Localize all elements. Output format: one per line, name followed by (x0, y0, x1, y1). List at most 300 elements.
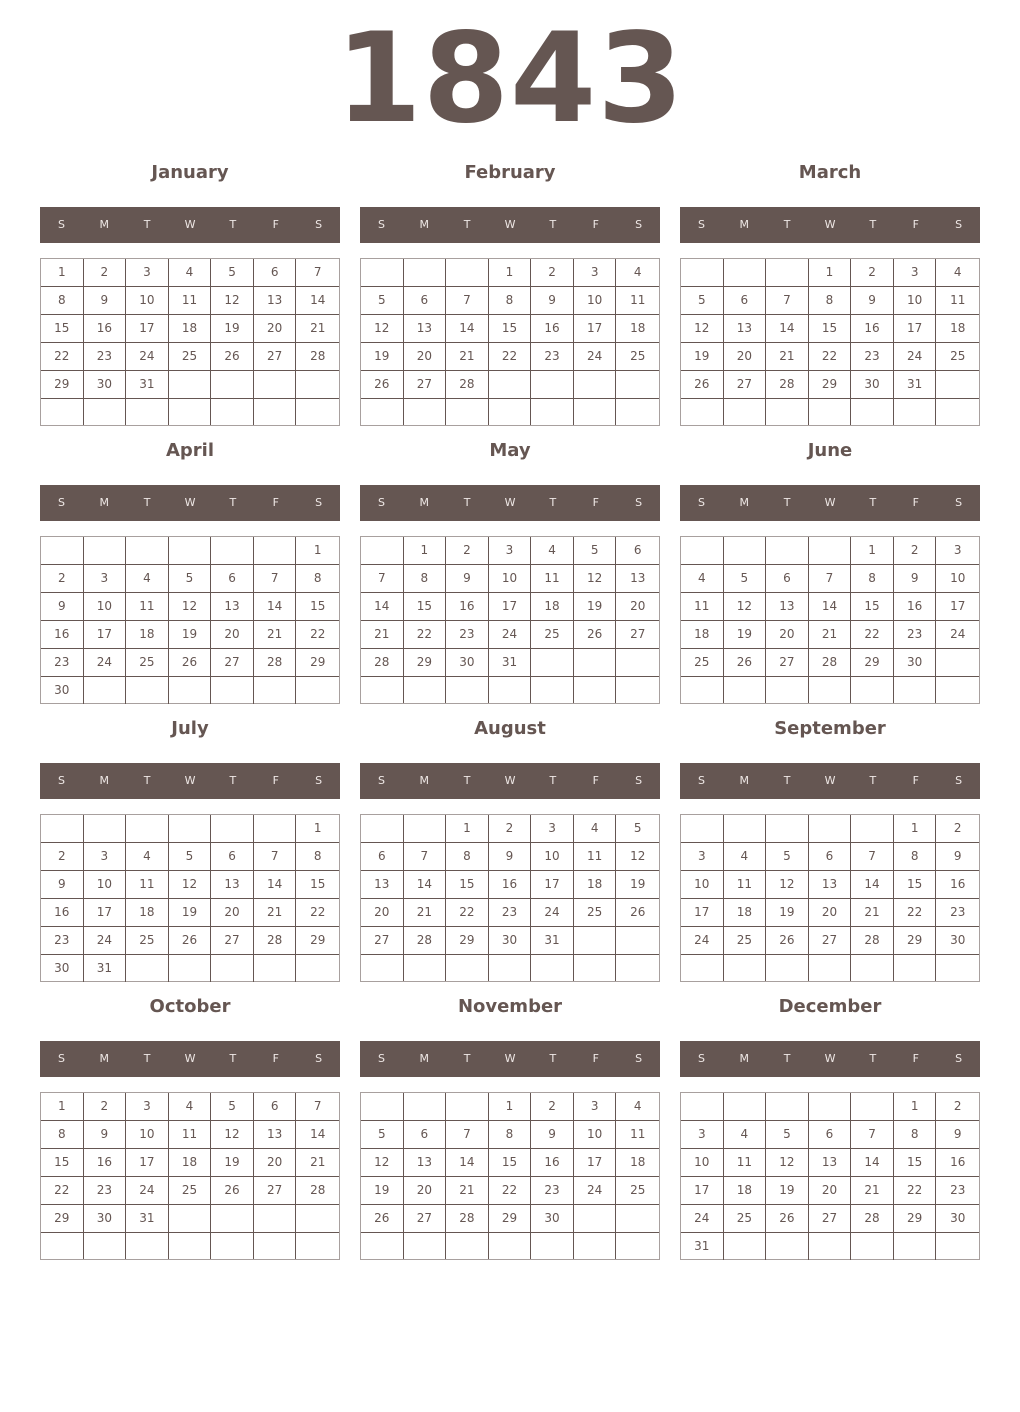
day-cell: 3 (84, 843, 127, 871)
day-cell (211, 1233, 254, 1259)
day-cell (809, 1093, 852, 1121)
day-cell (296, 371, 339, 399)
day-cell (936, 677, 979, 703)
weekday-label: F (272, 218, 279, 231)
day-cell: 23 (41, 927, 84, 955)
month-june (680, 440, 980, 710)
day-cell (724, 1093, 767, 1121)
weekday-header-bar (680, 485, 980, 521)
day-cell: 14 (404, 871, 447, 899)
day-cell: 16 (41, 899, 84, 927)
day-cell: 18 (936, 315, 979, 343)
day-cell (851, 815, 894, 843)
day-cell: 11 (681, 593, 724, 621)
weekday-header-bar (680, 1041, 980, 1077)
day-cell: 21 (851, 899, 894, 927)
day-cell: 30 (489, 927, 532, 955)
day-cell: 3 (126, 259, 169, 287)
day-cell: 21 (809, 621, 852, 649)
day-cell: 7 (851, 843, 894, 871)
day-cell: 10 (84, 593, 127, 621)
day-cell: 7 (254, 843, 297, 871)
day-cell: 15 (404, 593, 447, 621)
day-cell: 4 (574, 815, 617, 843)
day-cell: 14 (296, 1121, 339, 1149)
day-cell: 27 (361, 927, 404, 955)
day-cell (531, 649, 574, 677)
weekday-label: W (504, 774, 516, 787)
month-september (680, 718, 980, 988)
day-cell: 1 (489, 1093, 532, 1121)
weekday-label: F (272, 774, 279, 787)
day-cell: 1 (404, 537, 447, 565)
day-cell: 4 (126, 565, 169, 593)
day-cell (724, 955, 767, 981)
weekday-label: F (912, 496, 919, 509)
day-cell: 27 (254, 343, 297, 371)
weekday-label: S (377, 774, 385, 787)
day-cell: 20 (809, 1177, 852, 1205)
weekday-label: W (184, 496, 196, 509)
weekday-label: M (739, 496, 750, 509)
day-cell (851, 1233, 894, 1260)
day-cell: 1 (41, 1093, 84, 1121)
day-cell: 19 (574, 593, 617, 621)
day-cell: 4 (169, 259, 212, 287)
day-cell: 20 (724, 343, 767, 371)
day-cell (254, 1205, 297, 1233)
day-cell: 25 (574, 899, 617, 927)
day-cell: 26 (361, 371, 404, 399)
weekday-label: T (143, 1052, 151, 1065)
day-cell: 28 (296, 1177, 339, 1205)
day-cell: 22 (809, 343, 852, 371)
day-cell (809, 1233, 852, 1260)
day-cell: 21 (361, 621, 404, 649)
day-cell: 16 (531, 315, 574, 343)
day-cell (531, 955, 574, 981)
day-cell: 12 (681, 315, 724, 343)
day-cell: 1 (894, 1093, 937, 1121)
day-cell (809, 955, 852, 981)
day-cell: 5 (169, 843, 212, 871)
day-cell: 11 (169, 287, 212, 315)
day-cell (361, 677, 404, 703)
weekday-label: W (824, 1052, 836, 1065)
day-cell: 5 (616, 815, 659, 843)
day-cell: 9 (851, 287, 894, 315)
day-cell: 1 (446, 815, 489, 843)
day-cell: 19 (169, 621, 212, 649)
weekday-label: F (912, 218, 919, 231)
day-cell: 10 (681, 1149, 724, 1177)
day-cell (574, 399, 617, 425)
day-cell (809, 537, 852, 565)
day-cell (616, 399, 659, 425)
day-cell: 30 (84, 371, 127, 399)
day-cell: 30 (41, 955, 84, 982)
day-cell: 24 (574, 343, 617, 371)
day-cell: 29 (894, 927, 937, 955)
day-cell: 8 (489, 1121, 532, 1149)
day-cell: 11 (616, 1121, 659, 1149)
day-cell: 10 (574, 1121, 617, 1149)
day-cell: 6 (211, 843, 254, 871)
day-cell (489, 371, 532, 399)
day-cell: 16 (531, 1149, 574, 1177)
day-cell: 2 (489, 815, 532, 843)
day-cell (169, 677, 212, 704)
day-cell (361, 955, 404, 981)
day-cell: 23 (41, 649, 84, 677)
weekday-label: S (57, 774, 65, 787)
day-cell: 23 (936, 899, 979, 927)
day-cell (574, 677, 617, 703)
day-cell: 10 (574, 287, 617, 315)
day-cell (574, 955, 617, 981)
day-cell: 7 (296, 259, 339, 287)
day-cell: 9 (531, 287, 574, 315)
day-cell (361, 537, 404, 565)
day-cell: 12 (616, 843, 659, 871)
day-cell: 2 (531, 1093, 574, 1121)
day-cell: 3 (84, 565, 127, 593)
day-cell (404, 1233, 447, 1259)
month-november (360, 996, 660, 1266)
day-cell: 22 (41, 1177, 84, 1205)
day-cell: 28 (404, 927, 447, 955)
day-cell: 15 (446, 871, 489, 899)
day-cell: 12 (574, 565, 617, 593)
day-cell: 29 (41, 371, 84, 399)
day-cell (84, 537, 127, 565)
weekday-label: S (635, 218, 643, 231)
day-cell (254, 815, 297, 843)
day-cell: 19 (724, 621, 767, 649)
day-cell: 11 (126, 871, 169, 899)
day-cell: 4 (724, 1121, 767, 1149)
weekday-label: T (229, 218, 237, 231)
day-cell (211, 1205, 254, 1233)
day-cell (404, 815, 447, 843)
day-cell (211, 677, 254, 704)
day-cell: 4 (936, 259, 979, 287)
weekday-label: T (463, 496, 471, 509)
day-cell (936, 649, 979, 677)
day-cell: 8 (41, 1121, 84, 1149)
day-cell: 13 (211, 871, 254, 899)
day-cell: 18 (126, 621, 169, 649)
day-cell: 27 (404, 1205, 447, 1233)
day-cell (169, 1233, 212, 1259)
day-cell: 7 (446, 287, 489, 315)
weekday-header-bar (360, 763, 660, 799)
weekday-header-bar (680, 763, 980, 799)
weekday-label: F (592, 218, 599, 231)
weekday-label: S (57, 496, 65, 509)
weekday-label: T (869, 496, 877, 509)
day-cell: 29 (296, 927, 339, 955)
day-cell: 17 (531, 871, 574, 899)
day-cell (84, 399, 127, 425)
day-cell: 22 (41, 343, 84, 371)
day-cell: 6 (211, 565, 254, 593)
day-cell: 1 (809, 259, 852, 287)
day-cell: 13 (809, 871, 852, 899)
day-cell (404, 259, 447, 287)
day-cell: 10 (531, 843, 574, 871)
day-cell: 3 (489, 537, 532, 565)
day-cell (894, 399, 937, 425)
day-cell: 24 (126, 343, 169, 371)
day-cell: 27 (809, 1205, 852, 1233)
day-cell: 23 (936, 1177, 979, 1205)
day-cell (254, 955, 297, 982)
weekday-label: S (635, 496, 643, 509)
weekday-label: S (955, 774, 963, 787)
day-cell: 14 (254, 593, 297, 621)
day-cell: 22 (894, 1177, 937, 1205)
day-grid (360, 536, 660, 704)
day-cell: 17 (84, 899, 127, 927)
day-cell: 3 (126, 1093, 169, 1121)
day-cell: 25 (616, 343, 659, 371)
day-cell: 16 (936, 1149, 979, 1177)
day-cell: 10 (84, 871, 127, 899)
day-cell (361, 1233, 404, 1259)
day-cell: 9 (489, 843, 532, 871)
day-cell: 19 (616, 871, 659, 899)
day-cell (766, 537, 809, 565)
weekday-label: T (549, 774, 557, 787)
day-cell: 4 (616, 259, 659, 287)
weekday-header-bar (360, 1041, 660, 1077)
day-cell: 22 (446, 899, 489, 927)
day-cell: 15 (851, 593, 894, 621)
day-cell (894, 1233, 937, 1260)
day-cell: 12 (766, 871, 809, 899)
day-cell: 8 (296, 843, 339, 871)
day-cell (41, 537, 84, 565)
day-cell: 21 (254, 621, 297, 649)
day-cell: 5 (766, 843, 809, 871)
day-cell: 22 (851, 621, 894, 649)
day-cell (489, 399, 532, 425)
day-cell: 6 (809, 1121, 852, 1149)
weekday-label: S (955, 496, 963, 509)
day-cell: 22 (489, 343, 532, 371)
day-cell (211, 537, 254, 565)
day-cell: 24 (681, 927, 724, 955)
day-cell (296, 955, 339, 982)
day-cell: 13 (254, 287, 297, 315)
day-cell: 22 (296, 621, 339, 649)
day-cell (489, 1233, 532, 1259)
day-cell: 21 (404, 899, 447, 927)
day-cell: 6 (724, 287, 767, 315)
day-cell: 17 (84, 621, 127, 649)
day-cell: 18 (126, 899, 169, 927)
day-cell (404, 399, 447, 425)
weekday-label: W (184, 218, 196, 231)
day-cell: 11 (169, 1121, 212, 1149)
day-cell: 29 (41, 1205, 84, 1233)
weekday-label: M (419, 218, 430, 231)
day-cell (404, 677, 447, 703)
day-cell: 9 (41, 593, 84, 621)
day-cell (169, 371, 212, 399)
day-cell (169, 399, 212, 425)
day-cell: 3 (574, 259, 617, 287)
day-cell: 20 (254, 315, 297, 343)
day-cell: 30 (894, 649, 937, 677)
day-cell: 3 (531, 815, 574, 843)
day-cell (126, 537, 169, 565)
day-cell: 23 (894, 621, 937, 649)
day-cell (724, 815, 767, 843)
day-cell: 2 (936, 815, 979, 843)
day-cell (766, 815, 809, 843)
weekday-label: T (229, 496, 237, 509)
day-cell: 10 (681, 871, 724, 899)
day-cell: 15 (809, 315, 852, 343)
day-cell: 19 (211, 1149, 254, 1177)
day-cell: 7 (404, 843, 447, 871)
day-cell: 18 (724, 899, 767, 927)
day-cell: 20 (254, 1149, 297, 1177)
day-cell: 11 (616, 287, 659, 315)
weekday-label: W (504, 218, 516, 231)
day-cell: 25 (616, 1177, 659, 1205)
day-cell (936, 1233, 979, 1260)
day-cell: 30 (446, 649, 489, 677)
day-cell: 13 (616, 565, 659, 593)
weekday-label: S (377, 1052, 385, 1065)
day-cell: 15 (489, 315, 532, 343)
day-cell: 29 (809, 371, 852, 399)
day-cell: 6 (766, 565, 809, 593)
day-cell: 12 (211, 287, 254, 315)
day-cell (489, 677, 532, 703)
day-cell: 26 (724, 649, 767, 677)
day-cell: 19 (681, 343, 724, 371)
weekday-label: F (272, 496, 279, 509)
day-cell (296, 677, 339, 704)
day-cell: 26 (361, 1205, 404, 1233)
weekday-label: T (143, 496, 151, 509)
day-cell: 17 (574, 315, 617, 343)
day-cell: 22 (404, 621, 447, 649)
weekday-label: F (592, 774, 599, 787)
day-cell (616, 1205, 659, 1233)
weekday-label: M (739, 1052, 750, 1065)
day-cell: 24 (126, 1177, 169, 1205)
day-cell: 8 (489, 287, 532, 315)
day-cell: 22 (894, 899, 937, 927)
day-cell (766, 1093, 809, 1121)
day-cell: 5 (361, 1121, 404, 1149)
day-cell (809, 399, 852, 425)
day-cell (531, 399, 574, 425)
weekday-label: T (549, 1052, 557, 1065)
day-cell: 23 (531, 343, 574, 371)
day-cell (361, 399, 404, 425)
day-cell: 9 (936, 1121, 979, 1149)
day-cell (41, 815, 84, 843)
day-cell: 24 (84, 927, 127, 955)
day-cell: 4 (616, 1093, 659, 1121)
day-cell: 6 (254, 1093, 297, 1121)
day-cell: 15 (894, 1149, 937, 1177)
month-january (40, 162, 340, 432)
weekday-label: S (697, 496, 705, 509)
day-cell (574, 1233, 617, 1259)
day-cell: 5 (724, 565, 767, 593)
day-cell: 17 (936, 593, 979, 621)
day-cell: 28 (446, 1205, 489, 1233)
day-cell (681, 537, 724, 565)
year-title: 1843 (335, 7, 685, 151)
day-cell: 25 (126, 649, 169, 677)
weekday-label: T (229, 1052, 237, 1065)
day-cell: 7 (446, 1121, 489, 1149)
weekday-label: W (824, 218, 836, 231)
month-title: June (807, 440, 853, 461)
day-cell (851, 677, 894, 703)
day-cell: 26 (169, 927, 212, 955)
day-cell: 19 (361, 343, 404, 371)
weekday-label: T (549, 218, 557, 231)
day-cell (616, 677, 659, 703)
day-cell: 19 (766, 1177, 809, 1205)
day-cell: 28 (254, 927, 297, 955)
month-october (40, 996, 340, 1266)
day-cell: 26 (169, 649, 212, 677)
day-cell: 10 (489, 565, 532, 593)
day-cell: 13 (254, 1121, 297, 1149)
day-cell: 4 (126, 843, 169, 871)
weekday-label: W (184, 1052, 196, 1065)
weekday-label: S (697, 774, 705, 787)
day-cell: 25 (681, 649, 724, 677)
day-cell: 3 (894, 259, 937, 287)
day-cell (169, 1205, 212, 1233)
day-cell: 27 (724, 371, 767, 399)
day-cell: 14 (296, 287, 339, 315)
day-cell: 1 (296, 815, 339, 843)
day-cell: 31 (531, 927, 574, 955)
day-cell: 28 (254, 649, 297, 677)
month-title: January (151, 162, 229, 183)
day-cell: 4 (169, 1093, 212, 1121)
day-cell: 9 (894, 565, 937, 593)
day-cell: 13 (724, 315, 767, 343)
weekday-label: S (315, 774, 323, 787)
day-cell: 5 (361, 287, 404, 315)
weekday-label: T (143, 218, 151, 231)
day-cell: 18 (724, 1177, 767, 1205)
weekday-label: F (592, 496, 599, 509)
weekday-label: M (739, 218, 750, 231)
month-title: May (489, 440, 531, 461)
day-cell (574, 649, 617, 677)
day-cell: 23 (84, 343, 127, 371)
day-grid (360, 258, 660, 426)
day-cell: 4 (681, 565, 724, 593)
day-cell: 16 (446, 593, 489, 621)
day-cell: 20 (766, 621, 809, 649)
day-cell: 20 (404, 1177, 447, 1205)
